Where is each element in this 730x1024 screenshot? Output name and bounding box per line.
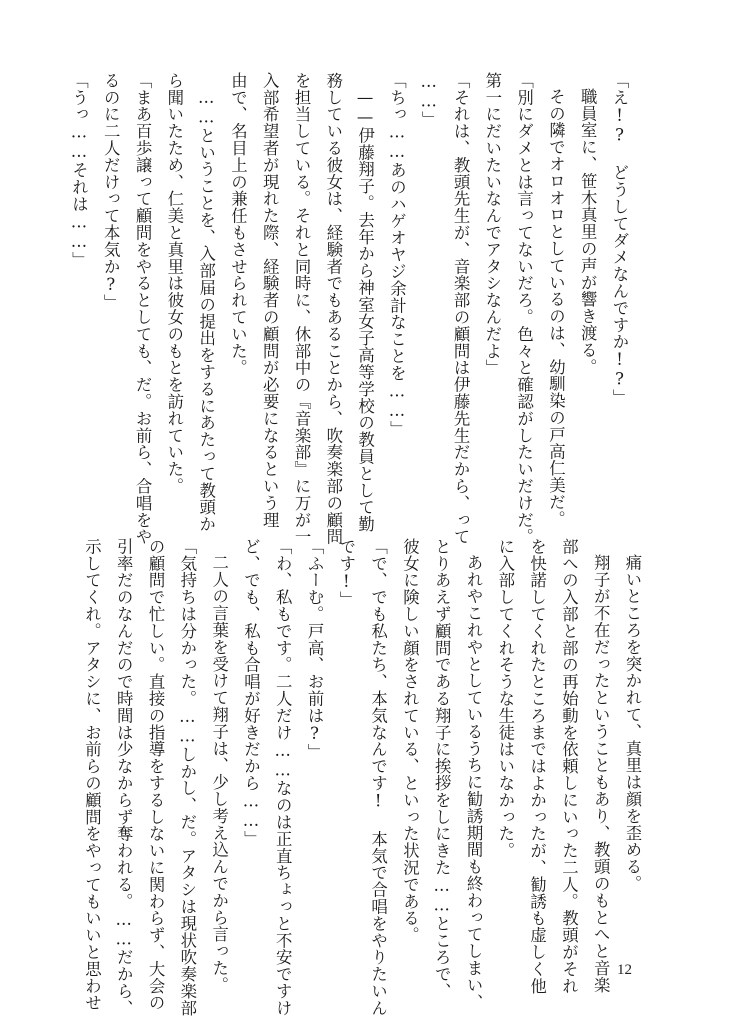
text-line: 「気持ちは分かった。……しかし、だ。アタシは現状吹奏楽部 <box>177 538 197 1017</box>
novel-text-top-block <box>69 72 635 546</box>
text-line: の顧問で忙しい。直接の指導をするしないに関わらず、大会の <box>146 538 166 1012</box>
text-line: とりあえず顧問である翔子に挨拶をしにきた……ところで、 <box>432 538 452 1000</box>
text-line: 引率だのなんだので時間は少なからず奪われる。……だから、 <box>114 538 134 1017</box>
text-line: 由で、名目上の兼任もさせられていた。 <box>228 72 248 377</box>
novel-text-bottom-block <box>82 538 648 1017</box>
text-line: るのに二人だけって本気か?」 <box>101 72 121 312</box>
text-line: ……ということを、入部届の提出をするにあたって教頭か <box>196 88 216 533</box>
text-line: 部への入部と部の再始動を依頼しにいった二人。教頭がそれ <box>559 538 579 995</box>
text-line: 彼女に険しい顔をされている、といった状況である。 <box>400 538 420 944</box>
text-line: 入部希望者が現れた際、経験者の顧問が必要になるという理 <box>260 72 280 529</box>
text-line: ら聞いたため、仁美と真里は彼女のもとを訪れていた。 <box>164 72 184 495</box>
page-number: 12 <box>617 962 632 978</box>
text-line: 務している彼女は、経験者でもあることから、吹奏楽部の顧問 <box>323 72 343 546</box>
text-line: あれやこれやとしているうちに勧誘期間も終わってしまい、 <box>464 554 484 1011</box>
text-line: を担当している。それと同時に、休部中の『音楽部』に万が一 <box>292 72 312 546</box>
text-line: 示してくれ。アタシに、お前らの顧問をやってもいいと思わせ <box>82 538 102 1012</box>
text-line: に入部してくれそうな生徒はいなかった。 <box>495 538 515 860</box>
text-line: 「うっ……それは……」 <box>69 72 89 269</box>
text-line: その隣でオロオロとしているのは、幼馴染の戸高仁美だ。 <box>546 88 566 528</box>
text-line: 「ふーむ。戸高、お前は?」 <box>305 538 325 761</box>
text-line: 翔子が不在だったということもあり、教頭のもとへと音楽 <box>591 554 611 994</box>
text-line: 「まあ百歩譲って顧問をやるとしても、だ。お前ら、合唱をや <box>133 72 153 546</box>
text-line: 「ちっ……あのハゲオヤジ余計なことを……」 <box>387 72 407 438</box>
text-line: 「それは、教頭先生が、音楽部の顧問は伊藤先生だから、って <box>451 72 471 546</box>
text-line: ……」 <box>419 72 439 128</box>
text-line: 第一にだいたいなんでアタシなんだよ」 <box>482 72 502 377</box>
text-line: を快諾してくれたところまではよかったが、勧誘も虚しく他 <box>527 538 547 995</box>
text-line: 痛いところを突かれて、真里は顔を歪める。 <box>623 554 642 893</box>
text-line: 職員室に、笹木真里の声が響き渡る。 <box>578 88 598 376</box>
text-line: 「で、でも私たち、本気なんです! 本気で合唱をやりたいん <box>368 538 388 1017</box>
text-line: ——伊藤翔子。去年から神室女子高等学校の教員として勤 <box>355 88 375 533</box>
text-line: ど、でも、私も合唱が好きだから……」 <box>241 538 261 848</box>
text-line: 二人の言葉を受けて翔子は、少し考え込んでから言った。 <box>209 554 229 994</box>
text-line: です!」 <box>336 538 356 609</box>
text-line: 「別にダメとは言ってないだろ。色々と確認がしたいだけだ。 <box>514 72 534 546</box>
text-line: 「え!? どうしてダメなんですか!?」 <box>610 72 629 407</box>
text-line: 「わ、私もです。二人だけ……なのは正直ちょっと不安ですけ <box>273 538 293 1017</box>
